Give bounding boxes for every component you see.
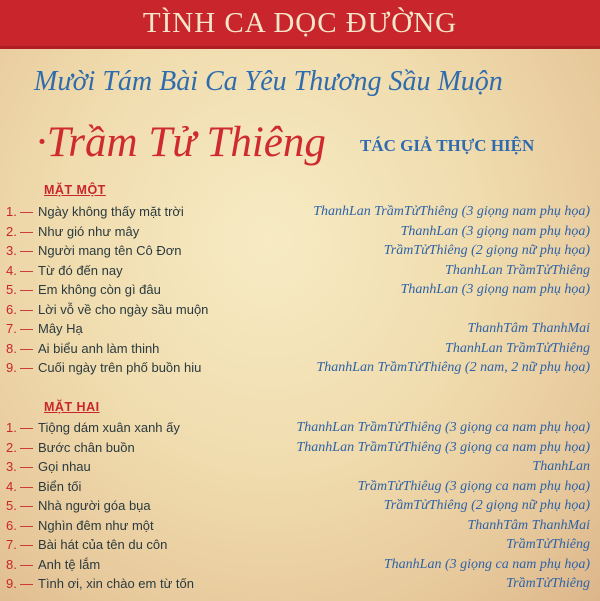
track-number: 7.: [6, 537, 17, 552]
track-singers: TrầmTửThiêng (2 giọng nữ phụ họa): [383, 498, 590, 513]
album-subtitle: Mười Tám Bài Ca Yêu Thương Sầu Muộn: [34, 66, 503, 97]
track-singers: ThanhLan (3 giọng ca nam phụ họa): [383, 556, 590, 572]
track-number: 8.: [6, 340, 17, 356]
track-number: 2.: [6, 439, 17, 455]
track-row: [0, 204, 600, 223]
track-title: Lời vỗ về cho ngày sầu muộn: [38, 301, 209, 317]
track-number: 3.: [6, 459, 17, 474]
track-title: Bài hát của tên du côn: [38, 537, 168, 552]
track-singers: ThanhTâm ThanhMai: [467, 517, 590, 533]
track-dash: —: [20, 282, 33, 297]
track-row: [0, 360, 600, 379]
track-row: [0, 576, 600, 595]
track-title: Nhà người góa bụa: [38, 498, 151, 513]
track-title: Như gió như mây: [38, 223, 140, 239]
track-dash: —: [20, 223, 33, 239]
track-row: [0, 321, 600, 340]
track-row: [0, 302, 600, 321]
track-dash: —: [20, 204, 33, 219]
track-number: 6.: [6, 517, 17, 533]
track-title: Tình ơi, xin chào em từ tốn: [38, 576, 194, 591]
track-singers: ThanhLan (3 giọng nam phụ họa): [400, 223, 590, 239]
track-dash: —: [20, 459, 33, 474]
track-title: Biển tối: [38, 478, 82, 494]
track-row: [0, 420, 600, 439]
author-name: ·Trầm Tử Thiêng: [36, 119, 326, 166]
track-row: [0, 243, 600, 262]
track-title: Ai biểu anh làm thinh: [38, 340, 160, 356]
track-dash: —: [20, 439, 33, 455]
track-number: 9.: [6, 576, 17, 591]
track-singers: TrầmTửThiêug (3 giọng ca nam phụ họa): [357, 478, 590, 494]
track-row: [0, 479, 600, 498]
track-row: [0, 341, 600, 360]
track-number: 1.: [6, 204, 17, 219]
track-singers: ThanhTâm ThanhMai: [467, 321, 590, 336]
track-number: 4.: [6, 478, 17, 494]
track-number: 7.: [6, 321, 17, 336]
track-title: Mây Hạ: [38, 321, 83, 336]
track-dash: —: [20, 360, 33, 375]
track-number: 8.: [6, 556, 17, 572]
track-row: [0, 263, 600, 282]
track-title: Người mang tên Cô Đơn: [38, 243, 182, 258]
track-row: [0, 224, 600, 243]
track-row: [0, 557, 600, 576]
track-singers: ThanhLan: [532, 459, 590, 474]
album-title: TÌNH CA DỌC ĐƯỜNG: [142, 6, 458, 39]
track-singers: TrầmTửThiêng: [506, 576, 590, 591]
track-title: Nghìn đêm như một: [38, 517, 154, 533]
track-number: 9.: [6, 360, 17, 375]
track-row: [0, 282, 600, 301]
track-singers: ThanhLan TrầmTửThiêng (3 giọng nam phụ họa): [313, 204, 590, 219]
track-row: [0, 459, 600, 478]
title-banner: [0, 0, 600, 49]
track-dash: —: [20, 262, 33, 278]
track-dash: —: [20, 243, 33, 258]
track-row: [0, 518, 600, 537]
track-number: 2.: [6, 223, 17, 239]
track-dash: —: [20, 301, 33, 317]
track-title: Từ đó đến nay: [38, 262, 123, 278]
track-number: 4.: [6, 262, 17, 278]
track-dash: —: [20, 556, 33, 572]
track-singers: ThanhLan TrầmTửThiêng (2 nam, 2 nữ phụ họa): [316, 360, 590, 375]
track-dash: —: [20, 420, 33, 435]
track-singers: TrầmTửThiêng (2 giọng nữ phụ họa): [383, 243, 590, 258]
track-number: 3.: [6, 243, 17, 258]
track-dash: —: [20, 340, 33, 356]
track-title: Gọi nhau: [38, 459, 91, 474]
track-title: Bước chân buồn: [38, 439, 135, 455]
track-number: 5.: [6, 282, 17, 297]
track-row: [0, 498, 600, 517]
track-title: Tiộng dám xuân xanh ấy: [38, 420, 180, 435]
track-singers: ThanhLan TrầmTửThiêng: [445, 340, 590, 356]
track-row: [0, 440, 600, 459]
track-singers: ThanhLan TrầmTửThiêng (3 giọng ca nam phụ họa): [296, 420, 590, 435]
track-singers: ThanhLan TrầmTửThiêng: [445, 262, 590, 278]
track-dash: —: [20, 537, 33, 552]
track-dash: —: [20, 478, 33, 494]
track-dash: —: [20, 498, 33, 513]
track-dash: —: [20, 517, 33, 533]
track-dash: —: [20, 576, 33, 591]
track-title: Em không còn gì đâu: [38, 282, 161, 297]
track-number: 6.: [6, 301, 17, 317]
track-title: Anh tệ lắm: [38, 556, 101, 572]
track-singers: TrầmTửThiêng: [506, 537, 590, 552]
author-credit: TÁC GIẢ THỰC HIỆN: [360, 136, 535, 155]
track-singers: ThanhLan (3 giọng nam phụ họa): [400, 282, 590, 297]
side-b-heading: MẶT HAI: [44, 400, 100, 414]
track-number: 1.: [6, 420, 17, 435]
track-title: Cuối ngày trên phố buồn hiu: [38, 360, 202, 375]
track-dash: —: [20, 321, 33, 336]
side-a-heading: MẶT MỘT: [44, 183, 106, 197]
track-singers: ThanhLan TrầmTửThiêng (3 giọng ca nam phụ họa): [296, 439, 590, 455]
track-number: 5.: [6, 498, 17, 513]
track-title: Ngày không thấy mặt trời: [38, 204, 184, 219]
track-row: [0, 537, 600, 556]
